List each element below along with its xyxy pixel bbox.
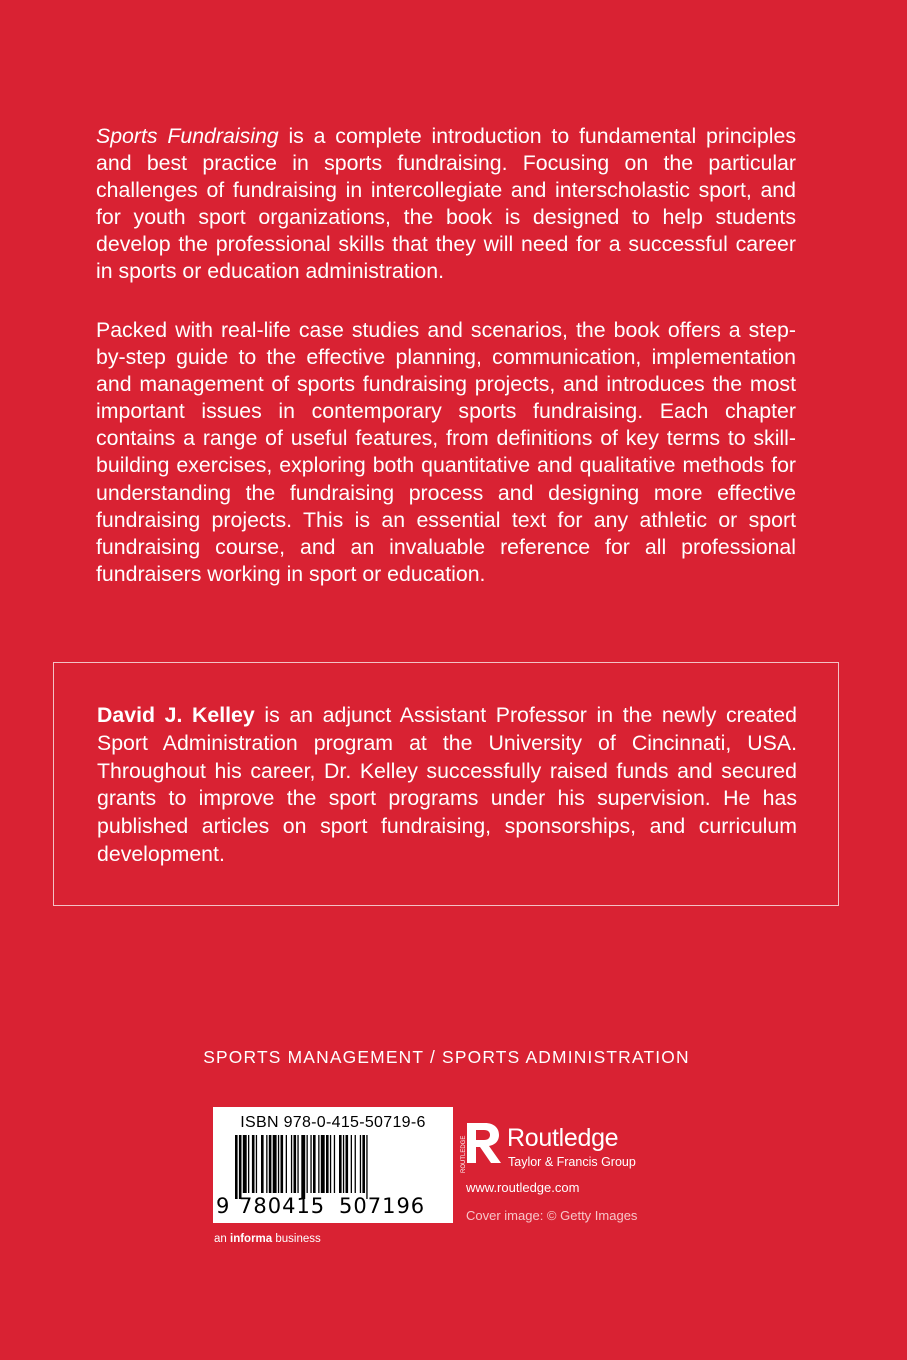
barcode-bar [343, 1135, 344, 1193]
barcode-bar [360, 1135, 361, 1193]
barcode-bar [294, 1135, 297, 1193]
barcode-bar [281, 1135, 284, 1193]
barcode-bar [297, 1135, 298, 1193]
barcode-bar [366, 1135, 367, 1199]
barcode-bar [256, 1135, 257, 1193]
barcode-bar [334, 1135, 335, 1193]
barcode-bar [286, 1135, 287, 1193]
book-title-italic: Sports Fundraising [96, 124, 279, 148]
barcode-bar [307, 1135, 308, 1193]
description-paragraph-2: Packed with real-life case studies and scenarios, the book offers a step-by-step guide to the effective planning, communication, implementation and management of sports fundraising projects, and introduces the most important issues in contemporary sports fundraising. Each chapter contains a range of useful features, from definitions of key terms to skill-building exercises, exploring both quantitative and qualitative methods for understanding the fundraising process and designing more effective fundraising projects. This is an essential text for any athletic or sport fundraising course, and an invaluable reference for all professional fundraisers working in sport or education. [96, 318, 796, 586]
isbn-barcode [213, 1107, 453, 1223]
barcode-bar [318, 1135, 319, 1193]
barcode-bar [261, 1135, 264, 1193]
barcode-bar [351, 1135, 352, 1193]
barcode-bar [243, 1135, 247, 1193]
barcode-bar [339, 1135, 342, 1193]
barcode-bar [362, 1135, 365, 1193]
author-name: David J. Kelley [97, 703, 255, 727]
barcode-bar [266, 1135, 267, 1193]
barcode-bar [273, 1135, 277, 1193]
subject-category: SPORTS MANAGEMENT / SPORTS ADMINISTRATION [203, 1047, 690, 1067]
informa-word: informa [230, 1233, 273, 1245]
author-bio-box [53, 662, 839, 906]
barcode-bar [252, 1135, 255, 1193]
barcode-bar [248, 1135, 249, 1193]
barcode-bar [278, 1135, 279, 1193]
author-bio-text: is an adjunct Assistant Professor in the newly created Sport Administration program at the University of Cincinnati, USA. Throughout his career, Dr. Kelley successfully raised funds and secured grants to improve the sport programs under his supervision. He has published articles on sport fundraising, sponsorships, and curriculum development. [97, 703, 797, 866]
barcode-bar [301, 1135, 305, 1199]
publisher-name: Routledge [507, 1124, 619, 1152]
routledge-logo-icon [463, 1121, 503, 1175]
barcode-bar [239, 1135, 242, 1199]
barcode-bar [235, 1135, 238, 1199]
description-paragraph-1-text: is a complete introduction to fundamental principles and best practice in sports fundraising. Focusing on the particular challenges of fundraising in intercollegiate and interscholastic sport, and for youth sport organizations, the book is designed to help students develop the professional skills that they will need for a successful career in sports or education administration. [96, 124, 796, 284]
publisher-url[interactable]: www.routledge.com [466, 1180, 580, 1195]
barcode-bar [326, 1135, 329, 1193]
barcode-bar [330, 1135, 331, 1193]
barcode-digits-right: 507196 [339, 1194, 426, 1218]
description-paragraph-1 [96, 123, 796, 286]
publisher-group: Taylor & Francis Group [508, 1155, 636, 1169]
barcode-bar [346, 1135, 349, 1193]
barcode-digits-left: 780415 [239, 1194, 326, 1218]
barcode-digit-first: 9 [216, 1194, 231, 1218]
cover-image-credit: Cover image: © Getty Images [466, 1208, 638, 1223]
informa-business-line: an informa business [214, 1233, 321, 1245]
barcode-bar [269, 1135, 272, 1193]
barcode-bar [321, 1135, 325, 1193]
barcode-bar [291, 1135, 292, 1193]
barcode-bar [310, 1135, 311, 1193]
isbn-label: ISBN 978-0-415-50719-6 [240, 1114, 426, 1131]
barcode-bar [313, 1135, 316, 1193]
barcode-bar [355, 1135, 356, 1193]
svg-text:ROUTLEDGE: ROUTLEDGE [461, 1135, 467, 1173]
author-bio [97, 702, 797, 869]
